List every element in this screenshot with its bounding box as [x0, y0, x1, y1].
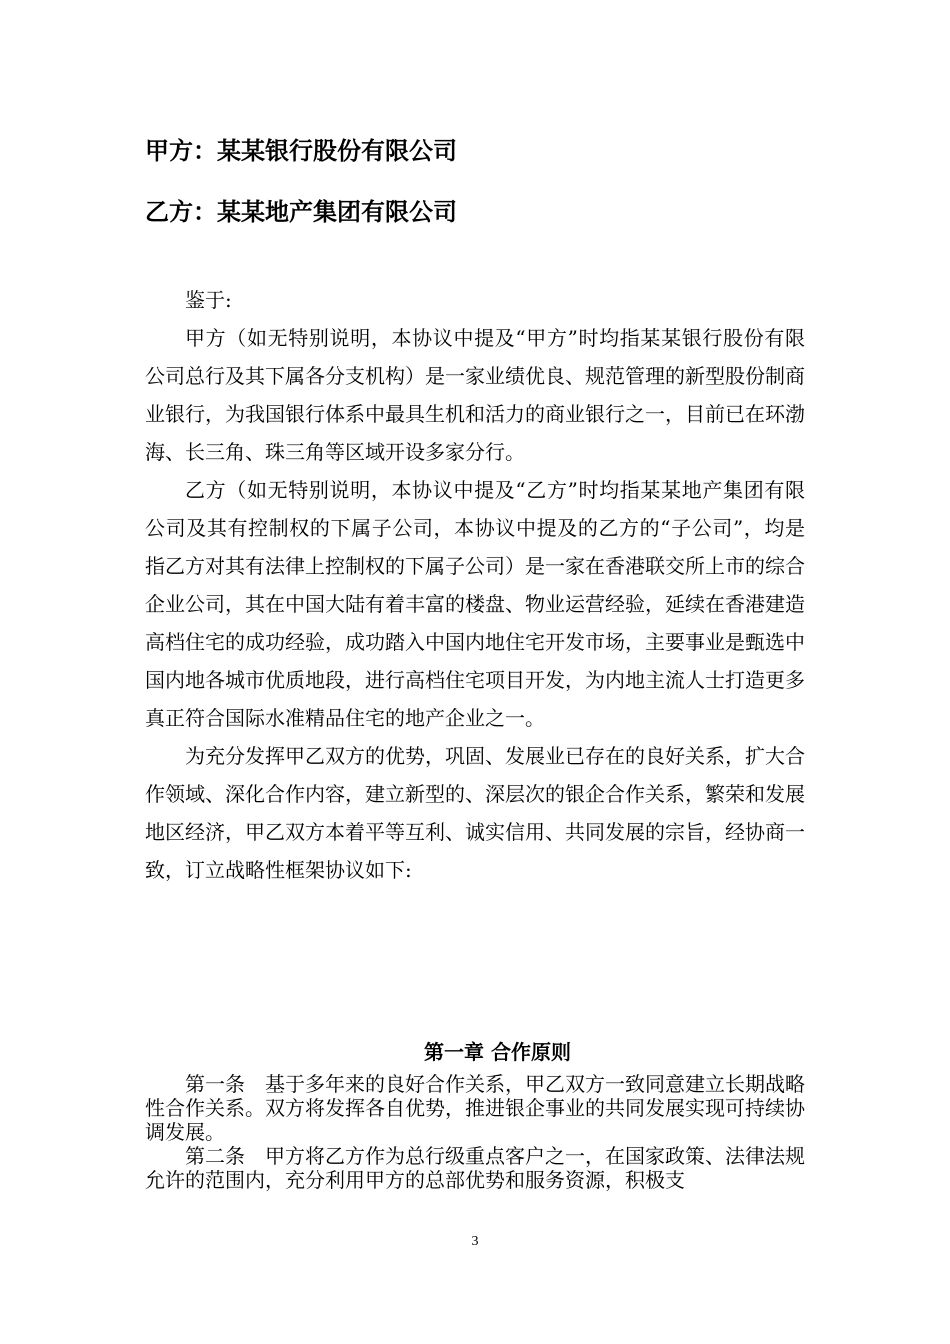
article-2-number: 第二条 — [185, 1144, 245, 1168]
article-2-text: 甲方将乙方作为总行级重点客户之一，在国家政策、法律法规允许的范围内，充分利用甲方的总部优势和服务资源，积极支 — [145, 1144, 805, 1192]
party-a-line: 甲方：某某银行股份有限公司 — [145, 137, 457, 165]
article-1-text: 基于多年来的良好合作关系，甲乙双方一致同意建立长期战略性合作关系。双方将发挥各自优势，推进银企事业的共同发展实现可持续协调发展。 — [145, 1072, 805, 1144]
recital-purpose-paragraph: 为充分发挥甲乙双方的优势，巩固、发展业已存在的良好关系，扩大合作领域、深化合作内容，建立新型的、深层次的银企合作关系，繁荣和发展地区经济，甲乙双方本着平等互利、诚实信用、共同发展的宗旨，经协商一致，订立战略性框架协议如下: — [145, 744, 805, 882]
party-b-line: 乙方：某某地产集团有限公司 — [145, 198, 457, 226]
articles-section — [145, 1072, 805, 1192]
page-number: 3 — [471, 1234, 479, 1249]
article-1 — [145, 1072, 805, 1144]
article-2 — [145, 1144, 805, 1192]
recitals-heading: 鉴于: — [185, 288, 232, 312]
recitals-section — [145, 281, 805, 889]
chapter-title: 第一章 合作原则 — [424, 1040, 571, 1064]
recital-party-a-paragraph: 甲方（如无特别说明，本协议中提及“甲方”时均指某某银行股份有限公司总行及其下属各分支机构）是一家业绩优良、规范管理的新型股份制商业银行，为我国银行体系中最具生机和活力的商业银行之一，目前已在环渤海、长三角、珠三角等区域开设多家分行。 — [145, 326, 805, 464]
recital-party-b-paragraph: 乙方（如无特别说明，本协议中提及“乙方”时均指某某地产集团有限公司及其有控制权的下属子公司，本协议中提及的乙方的“子公司”，均是指乙方对其有法律上控制权的下属子公司）是一家在香港联交所上市的综合企业公司，其在中国大陆有着丰富的楼盘、物业运营经验，延续在香港建造高档住宅的成功经验，成功踏入中国内地住宅开发市场，主要事业是甄选中国内地各城市优质地段，进行高档住宅项目开发，为内地主流人士打造更多真正符合国际水准精品住宅的地产企业之一。 — [145, 478, 805, 730]
article-1-number: 第一条 — [185, 1072, 245, 1096]
